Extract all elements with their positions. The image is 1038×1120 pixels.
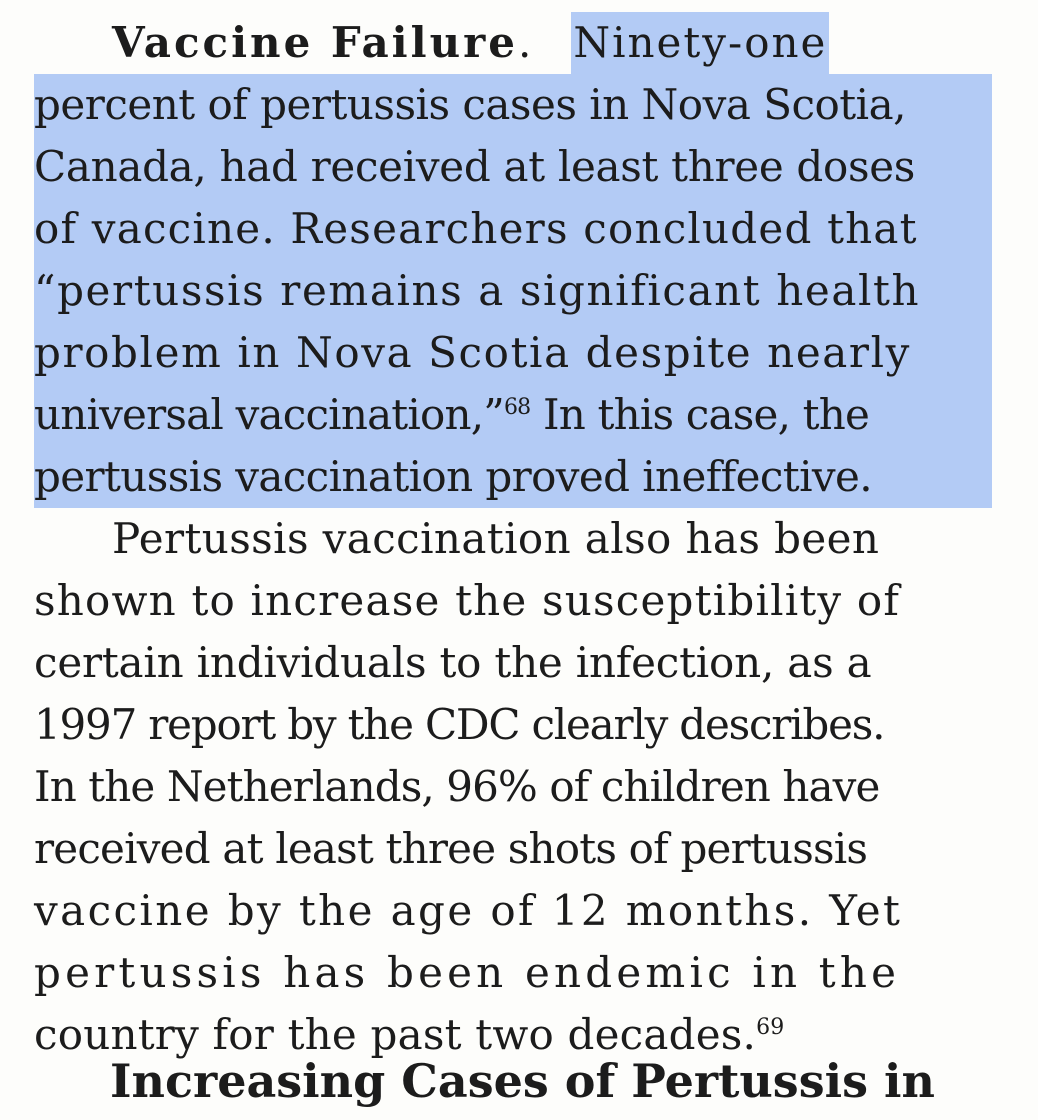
paragraph-1-line-6[interactable]: problem in Nova Scotia despite nearly: [34, 322, 992, 384]
paragraph-1-line-5[interactable]: “pertussis remains a significant health: [34, 260, 992, 322]
line-7-end: In this case, the: [542, 390, 870, 439]
paragraph-1-line-4[interactable]: of vaccine. Researchers concluded that: [34, 198, 992, 260]
paragraph-2-line-4: 1997 report by the CDC clearly describes.: [34, 700, 885, 749]
paragraph-1-line-8[interactable]: pertussis vaccination proved ineffective.: [34, 446, 992, 508]
paragraph-1-line-1: [112, 12, 992, 74]
next-heading-text: Increasing Cases of Pertussis in: [110, 1054, 935, 1108]
paragraph-2-line-2: shown to increase the susceptibility of: [34, 576, 901, 625]
paragraph-2-line-6: received at least three shots of pertussis: [34, 824, 868, 873]
paragraph-1-line-2[interactable]: percent of pertussis cases in Nova Scotia,: [34, 74, 992, 136]
line-7-start: universal vaccination,”: [34, 390, 504, 439]
paragraph-2-line-9: [34, 1004, 992, 1066]
footnote-68[interactable]: 68: [503, 395, 531, 420]
paragraph-2-line-5: In the Netherlands, 96% of children have: [34, 762, 880, 811]
paragraph-2-line-3: certain individuals to the infection, as a: [34, 638, 872, 687]
paragraph-2-line-8: pertussis has been endemic in the: [34, 948, 901, 997]
highlighted-text[interactable]: Ninety-one: [571, 12, 829, 74]
section-heading: Vaccine Failure: [112, 18, 518, 67]
paragraph-2-line-7: vaccine by the age of 12 months. Yet: [34, 886, 903, 935]
last-line-text: country for the past two decades.: [34, 1010, 757, 1059]
heading-period: .: [517, 18, 532, 67]
paragraph-1-line-3[interactable]: Canada, had received at least three doses: [34, 136, 992, 198]
paragraph-1-line-7[interactable]: [34, 384, 992, 446]
footnote-69[interactable]: 69: [756, 1015, 785, 1040]
paragraph-2-line-1: Pertussis vaccination also has been: [112, 514, 880, 563]
